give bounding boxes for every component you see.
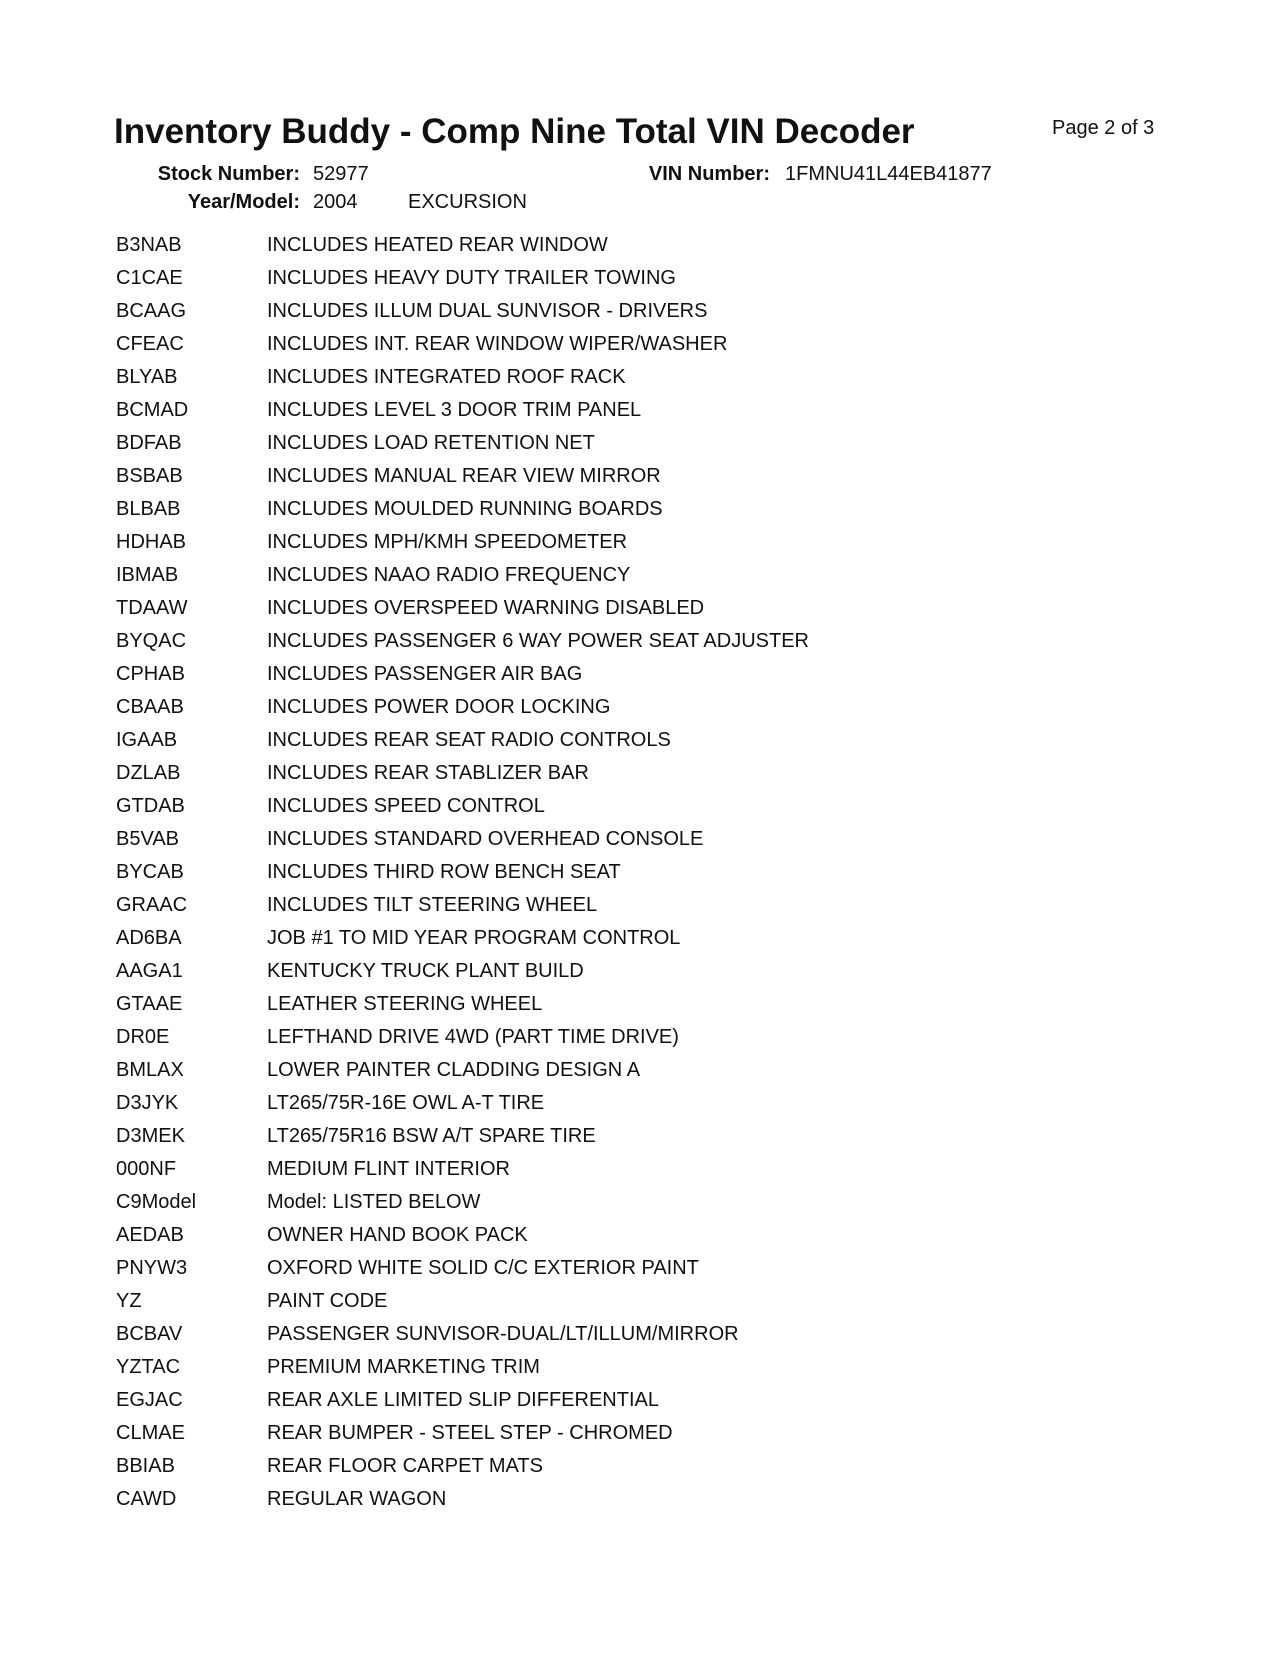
option-row [116,1153,1176,1186]
option-code: AAGA1 [116,960,183,982]
option-row [116,1219,1176,1252]
option-code: EGJAC [116,1389,183,1411]
option-code: DR0E [116,1026,170,1048]
option-row [116,427,1176,460]
option-row [116,592,1176,625]
option-description: INCLUDES MPH/KMH SPEEDOMETER [267,531,628,553]
option-code: BCMAD [116,399,189,421]
option-code: GTAAE [116,993,183,1015]
option-code: CPHAB [116,663,185,685]
option-row [116,493,1176,526]
option-code: CFEAC [116,333,184,355]
option-code: BDFAB [116,432,182,454]
stock-number-value: 52977 [313,163,369,185]
option-description: JOB #1 TO MID YEAR PROGRAM CONTROL [267,927,681,949]
model-value: EXCURSION [408,191,527,213]
page-number: Page 2 of 3 [1052,117,1155,139]
option-code-list [116,229,1176,1516]
option-description: INCLUDES INTEGRATED ROOF RACK [267,366,626,388]
option-code: TDAAW [116,597,188,619]
option-description: REAR FLOOR CARPET MATS [267,1455,543,1477]
option-code: CLMAE [116,1422,185,1444]
option-code: BYCAB [116,861,184,883]
option-code: D3JYK [116,1092,179,1114]
option-description: LT265/75R16 BSW A/T SPARE TIRE [267,1125,596,1147]
option-row [116,460,1176,493]
option-code: BLBAB [116,498,181,520]
option-row [116,1417,1176,1450]
option-row [116,1186,1176,1219]
option-code: CBAAB [116,696,184,718]
option-row [116,1087,1176,1120]
option-description: INCLUDES HEAVY DUTY TRAILER TOWING [267,267,676,289]
option-code: DZLAB [116,762,181,784]
option-description: REAR BUMPER - STEEL STEP - CHROMED [267,1422,673,1444]
option-code: BYQAC [116,630,187,652]
option-description: KENTUCKY TRUCK PLANT BUILD [267,960,584,982]
option-description: INCLUDES REAR SEAT RADIO CONTROLS [267,729,671,751]
option-row [116,1021,1176,1054]
option-description: INCLUDES REAR STABLIZER BAR [267,762,589,784]
option-code: GTDAB [116,795,185,817]
option-code: BCAAG [116,300,187,322]
option-row [116,262,1176,295]
option-row [116,658,1176,691]
option-row [116,889,1176,922]
option-row [116,691,1176,724]
option-code: C9Model [116,1191,197,1213]
option-code: B3NAB [116,234,182,256]
option-row [116,361,1176,394]
option-description: INCLUDES INT. REAR WINDOW WIPER/WASHER [267,333,728,355]
option-description: Model: LISTED BELOW [267,1191,481,1213]
option-row [116,625,1176,658]
option-description: INCLUDES PASSENGER AIR BAG [267,663,583,685]
option-row [116,1351,1176,1384]
year-model-label: Year/Model: [187,191,300,213]
option-row [116,229,1176,262]
option-code: AEDAB [116,1224,184,1246]
stock-number-label: Stock Number: [157,163,300,185]
option-description: MEDIUM FLINT INTERIOR [267,1158,510,1180]
option-description: LEFTHAND DRIVE 4WD (PART TIME DRIVE) [267,1026,679,1048]
option-row [116,295,1176,328]
option-row [116,526,1176,559]
option-description: INCLUDES MOULDED RUNNING BOARDS [267,498,663,520]
option-row [116,1120,1176,1153]
option-description: LOWER PAINTER CLADDING DESIGN A [267,1059,641,1081]
option-row [116,394,1176,427]
option-description: LEATHER STEERING WHEEL [267,993,543,1015]
option-code: GRAAC [116,894,188,916]
option-code: IBMAB [116,564,179,586]
option-description: INCLUDES POWER DOOR LOCKING [267,696,611,718]
year-value: 2004 [313,191,358,213]
option-description: INCLUDES MANUAL REAR VIEW MIRROR [267,465,661,487]
option-code: BBIAB [116,1455,175,1477]
option-row [116,823,1176,856]
option-description: INCLUDES PASSENGER 6 WAY POWER SEAT ADJUSTER [267,630,809,652]
option-row [116,856,1176,889]
option-code: D3MEK [116,1125,185,1147]
option-description: LT265/75R-16E OWL A-T TIRE [267,1092,545,1114]
option-code: YZTAC [116,1356,181,1378]
option-row [116,790,1176,823]
option-code: HDHAB [116,531,187,553]
option-code: BSBAB [116,465,183,487]
option-description: REAR AXLE LIMITED SLIP DIFFERENTIAL [267,1389,659,1411]
option-row [116,1285,1176,1318]
option-description: PASSENGER SUNVISOR-DUAL/LT/ILLUM/MIRROR [267,1323,739,1345]
option-description: INCLUDES NAAO RADIO FREQUENCY [267,564,631,586]
option-row [116,1450,1176,1483]
option-description: OXFORD WHITE SOLID C/C EXTERIOR PAINT [267,1257,699,1279]
option-code: AD6BA [116,927,182,949]
option-description: INCLUDES OVERSPEED WARNING DISABLED [267,597,705,619]
option-code: 000NF [116,1158,177,1180]
option-description: INCLUDES STANDARD OVERHEAD CONSOLE [267,828,704,850]
option-row [116,922,1176,955]
option-row [116,328,1176,361]
option-code: IGAAB [116,729,178,751]
option-row [116,988,1176,1021]
option-description: INCLUDES ILLUM DUAL SUNVISOR - DRIVERS [267,300,708,322]
vin-number-label: VIN Number: [648,163,770,185]
option-description: OWNER HAND BOOK PACK [267,1224,528,1246]
option-row [116,1384,1176,1417]
option-description: INCLUDES LOAD RETENTION NET [267,432,595,454]
option-code: YZ [116,1290,142,1312]
option-row [116,1318,1176,1351]
option-code: CAWD [116,1488,177,1510]
option-code: BMLAX [116,1059,184,1081]
option-code: B5VAB [116,828,179,850]
vin-number-value: 1FMNU41L44EB41877 [785,163,992,185]
option-code: BLYAB [116,366,178,388]
option-code: BCBAV [116,1323,183,1345]
option-row [116,559,1176,592]
option-description: INCLUDES LEVEL 3 DOOR TRIM PANEL [267,399,642,421]
page-title: Inventory Buddy - Comp Nine Total VIN Decoder [114,112,915,151]
option-description: PAINT CODE [267,1290,388,1312]
option-row [116,1054,1176,1087]
option-description: INCLUDES HEATED REAR WINDOW [267,234,608,256]
option-row [116,1483,1176,1516]
option-description: REGULAR WAGON [267,1488,447,1510]
option-row [116,724,1176,757]
option-description: INCLUDES TILT STEERING WHEEL [267,894,598,916]
option-description: INCLUDES THIRD ROW BENCH SEAT [267,861,621,883]
option-description: PREMIUM MARKETING TRIM [267,1356,540,1378]
option-code: C1CAE [116,267,183,289]
option-row [116,955,1176,988]
option-code: PNYW3 [116,1257,188,1279]
option-row [116,1252,1176,1285]
option-description: INCLUDES SPEED CONTROL [267,795,545,817]
option-row [116,757,1176,790]
